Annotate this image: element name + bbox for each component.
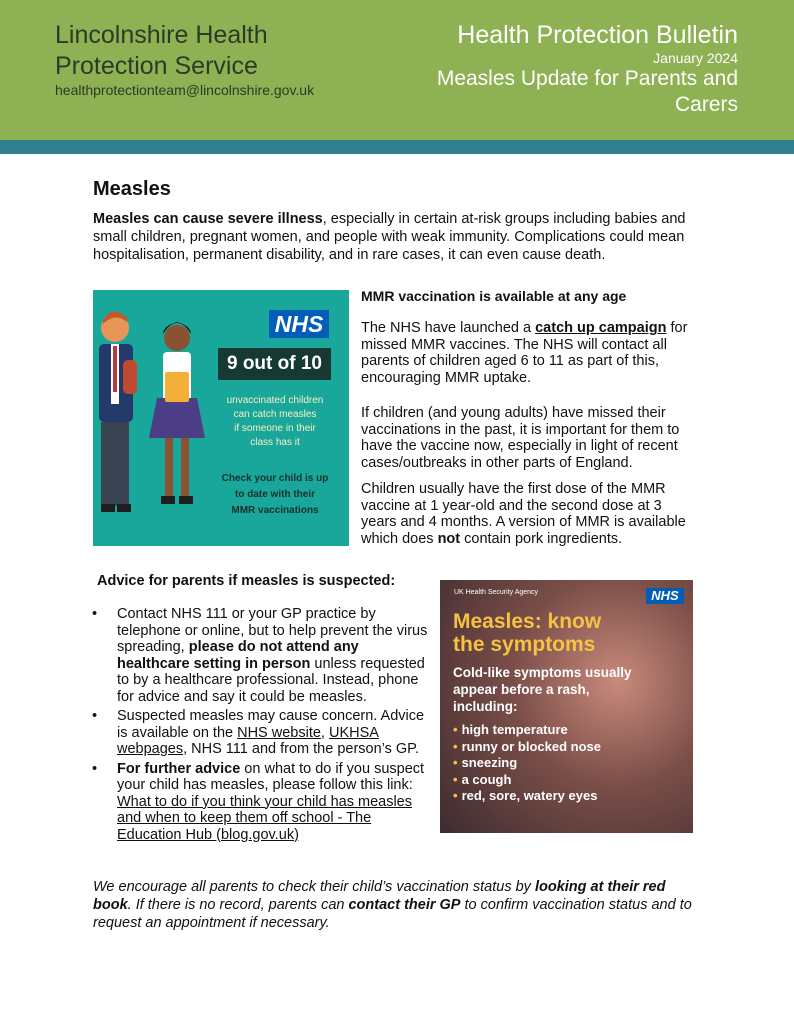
bulletin-title-block [437,20,738,118]
footer-text: to confirm vaccination status and to request an appointment if necessary. [93,897,692,931]
footer-bold: looking at their red book [93,879,666,913]
footer-text: We encourage all parents to check their child’s vaccination status by [93,879,535,895]
mmr-paragraph-1 [361,320,701,386]
stat-banner: 9 out of 10 [218,348,331,380]
advice-text: on what to do if you suspect your child has measles, please follow this link: [117,760,425,793]
list-item [92,761,432,844]
bulletin-title: Health Protection Bulletin [457,21,738,49]
advice-text: Contact NHS 111 or your GP practice by telephone or online, but to help prevent the virus spreading, [117,606,428,655]
ukhsa-webpages-link[interactable]: UKHSA webpages [117,724,379,757]
org-line-2: Protection Service [55,52,258,80]
list-item: • sneezing [453,755,518,770]
poster-check-line: MMR vaccinations [231,505,319,516]
nhs-mmr-poster [93,290,349,546]
catch-up-campaign-link[interactable]: catch up campaign [535,320,667,336]
bulletin-subtitle-1: Measles Update for Parents and [436,67,738,90]
list-item [92,606,432,705]
advice-text: Suspected measles may cause concern. Advice is available on the [117,708,425,741]
bullet-icon: • [92,760,98,777]
poster-line: unvaccinated children [226,395,324,406]
poster-line: if someone in their [234,423,316,434]
intro-bold: Measles can cause severe illness [93,211,323,227]
advice-bold: please do not attend any healthcare setting in person [117,639,359,672]
organisation-name [55,20,268,82]
intro-paragraph [93,210,703,264]
mmr-paragraph-2: If children (and young adults) have missed their vaccinations in the past, it is important for them to have the vaccine now, especially in light of recent cases/outbreaks in other parts of England. [361,405,680,471]
bulletin-date: January 2024 [653,50,738,66]
contact-email: healthprotectionteam@lincolnshire.gov.uk [55,82,315,98]
mmr-text: Children usually have the first dose of the MMR vaccine at 1 year-old and the second dose at 3 years and 4 months. A version of MMR is available which does [361,481,686,547]
symptom-text: runny or blocked nose [461,738,601,754]
mmr-heading: MMR vaccination is available at any age [361,288,627,304]
nhs-logo: NHS [646,588,684,604]
symptoms-list [453,722,601,805]
list-item: • a cough [453,771,512,787]
symptoms-intro: Cold-like symptoms usually appear before a rash, including: [453,665,632,714]
ukhsa-label: UK Health Security Agency [454,589,539,596]
mmr-paragraph-3 [361,481,701,547]
symptom-text: sneezing [461,755,518,770]
intro-text: , especially in certain at-risk groups including babies and small children, pregnant women, and people with weak immunity. Complications could mean hospitalisation, permanent disability, and in rare cases, it can even cause death. [93,211,686,263]
poster-check-line: to date with their [235,489,315,500]
advice-bold: For further advice [117,760,241,777]
bullet-icon: • [92,606,98,622]
measles-symptoms-poster [440,580,693,833]
header-divider-stripe [0,140,794,154]
list-item: • red, sore, watery eyes [453,788,598,803]
symptoms-title [453,610,601,656]
poster-line: can catch measles [233,409,317,420]
advice-heading: Advice for parents if measles is suspected: [97,573,396,589]
children-illustration [93,290,213,546]
advice-list [92,606,432,846]
footer-text: . If there is no record, parents can [127,897,349,913]
poster-check-line: Check your child is up [221,473,329,484]
org-line-1: Lincolnshire Health [55,21,268,49]
symptoms-title-line: the symptoms [453,633,596,656]
advice-text: unless requested to by a healthcare professional. Instead, phone for advice and say it could be measles. [117,655,425,705]
bullet-icon: • [92,708,98,724]
list-item: • high temperature [453,722,568,737]
bulletin-subtitle-2: Carers [674,93,738,116]
mmr-bold: not [437,530,461,547]
nhs-logo: NHS [269,310,329,338]
section-heading: Measles [93,178,171,200]
mmr-text: contain pork ingredients. [460,530,623,547]
symptom-text: a cough [461,771,512,787]
symptom-text: high temperature [461,722,568,737]
advice-text: , [320,724,329,741]
header-banner [0,0,794,140]
footer-note [93,878,703,932]
poster-line: class has it [250,437,300,448]
mmr-text: The NHS have launched a [361,320,536,336]
list-item: • runny or blocked nose [453,738,601,754]
list-item [92,708,432,758]
mmr-text: for missed MMR vaccines. The NHS will contact all parents of children aged 6 to 11 as part of this, encouraging MMR uptake. [361,320,688,386]
education-hub-link[interactable]: What to do if you think your child has measles and when to keep them off school - The Education Hub (blog.gov.uk) [117,793,412,843]
nhs-website-link[interactable]: NHS website [237,724,321,741]
advice-text: , NHS 111 and from the person’s GP. [183,741,419,757]
symptom-text: red, sore, watery eyes [461,788,598,803]
footer-bold: contact their GP [348,897,461,913]
symptoms-title-line: Measles: know [453,610,602,633]
